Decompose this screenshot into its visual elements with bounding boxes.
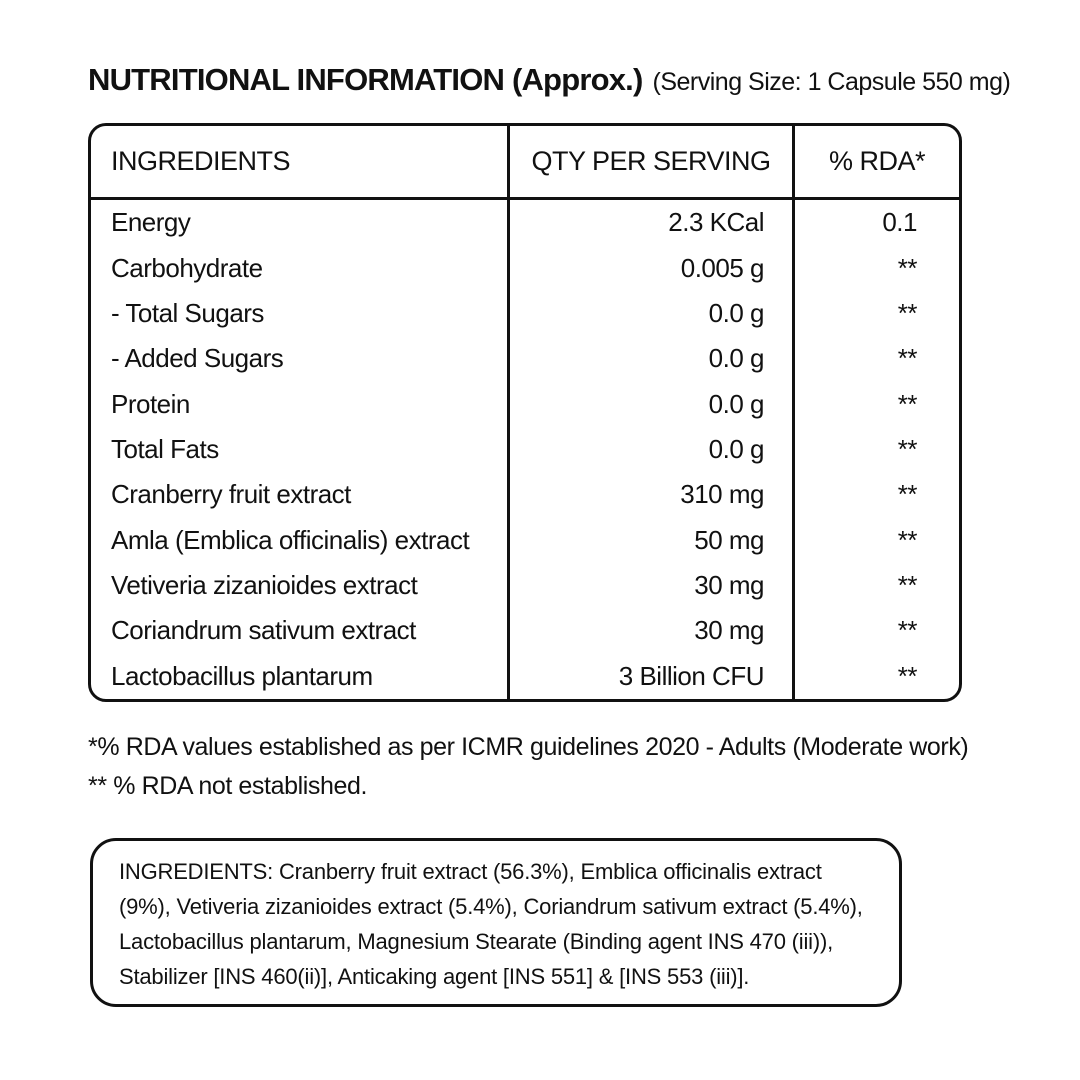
table-header-qty: QTY PER SERVING	[507, 126, 792, 200]
ingredient-cell: Coriandrum sativum extract	[111, 615, 416, 646]
qty-cell: 50 mg	[507, 518, 792, 563]
qty-cell: 0.005 g	[507, 245, 792, 290]
qty-cell: 30 mg	[507, 608, 792, 653]
rda-cell: **	[792, 245, 959, 290]
rda-cell: **	[792, 381, 959, 426]
rda-cell: 0.1	[792, 200, 959, 245]
rda-cell: **	[792, 518, 959, 563]
ingredient-cell: Vetiveria zizanioides extract	[111, 570, 418, 601]
rda-cell: **	[792, 563, 959, 608]
qty-cell: 0.0 g	[507, 427, 792, 472]
ingredients-box	[90, 838, 902, 1007]
table-header-ingredients: INGREDIENTS	[91, 126, 507, 200]
qty-cell: 310 mg	[507, 472, 792, 517]
rda-cell: **	[792, 654, 959, 699]
ingredient-cell: - Total Sugars	[111, 297, 264, 328]
ingredient-cell: Energy	[111, 207, 191, 238]
ingredient-cell: Carbohydrate	[111, 252, 263, 283]
rda-cell: **	[792, 291, 959, 336]
qty-cell: 0.0 g	[507, 291, 792, 336]
qty-cell: 2.3 KCal	[507, 200, 792, 245]
rda-cell: **	[792, 427, 959, 472]
footnotes	[88, 728, 1018, 806]
ingredient-cell: - Added Sugars	[111, 343, 284, 374]
serving-size-label: (Serving Size: 1 Capsule 550 mg)	[652, 68, 1011, 96]
page-header	[88, 62, 1010, 98]
ingredients-text: INGREDIENTS: Cranberry fruit extract (56.3%), Emblica officinalis extract (9%), Vetiveria zizanioides extract (5.4%), Coriandrum sativum extract (5.4%), Lactobacillus plantarum, Magnesium Stearate (Binding agent INS 470 (iii)), Stabilizer [INS 460(ii)], Anticaking agent [INS 551] & [INS 553 (iii)].	[119, 859, 863, 989]
ingredient-cell: Protein	[111, 388, 190, 419]
qty-cell: 0.0 g	[507, 381, 792, 426]
page-title: NUTRITIONAL INFORMATION (Approx.)	[88, 62, 643, 97]
qty-cell: 3 Billion CFU	[507, 654, 792, 699]
rda-cell: **	[792, 608, 959, 653]
qty-cell: 0.0 g	[507, 336, 792, 381]
ingredient-cell: Amla (Emblica officinalis) extract	[111, 524, 470, 555]
rda-cell: **	[792, 336, 959, 381]
ingredient-cell: Total Fats	[111, 433, 219, 464]
table-header-rda: % RDA*	[792, 126, 959, 200]
ingredient-cell: Cranberry fruit extract	[111, 479, 351, 510]
rda-cell: **	[792, 472, 959, 517]
nutrition-table	[88, 123, 962, 702]
footnote-rda-not-established: ** % RDA not established.	[88, 772, 368, 800]
qty-cell: 30 mg	[507, 563, 792, 608]
ingredient-cell: Lactobacillus plantarum	[111, 660, 373, 691]
footnote-rda-source: *% RDA values established as per ICMR guidelines 2020 - Adults (Moderate work)	[88, 733, 969, 761]
